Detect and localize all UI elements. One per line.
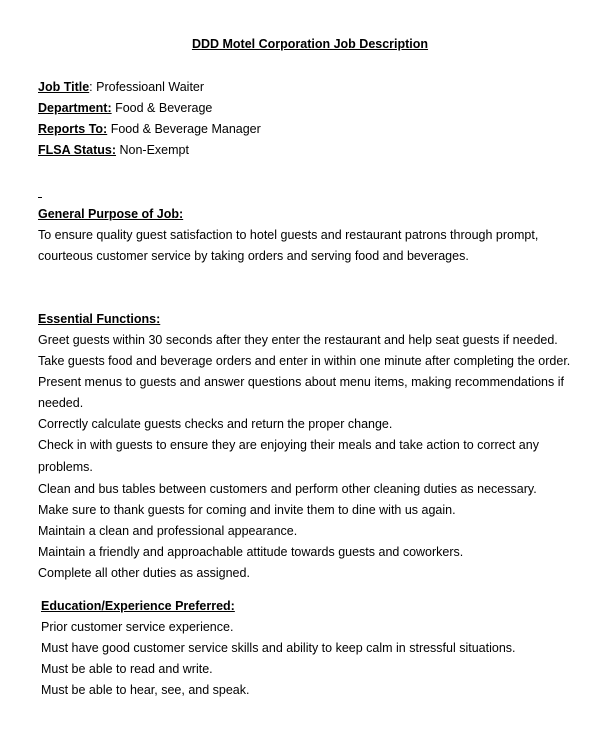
field-value: Food & Beverage Manager xyxy=(107,122,261,136)
field-label: Job Title xyxy=(38,80,90,94)
document-title: DDD Motel Corporation Job Description xyxy=(191,37,429,51)
essential-functions-heading: Essential Functions: xyxy=(38,312,161,326)
education-line: Must be able to hear, see, and speak. xyxy=(41,683,250,697)
essential-function-line: Check in with guests to ensure they are enjoying their meals and take action to correct any xyxy=(38,438,539,452)
field-job-title xyxy=(38,80,204,95)
general-purpose-line: courteous customer service by taking orders and serving food and beverages. xyxy=(38,249,469,263)
field-label: FLSA Status: xyxy=(38,143,117,157)
essential-function-line: problems. xyxy=(38,460,93,474)
stray-underline-mark xyxy=(38,197,42,198)
essential-function-line: Present menus to guests and answer questions about menu items, making recommendations if xyxy=(38,375,564,389)
essential-function-line: Correctly calculate guests checks and return the proper change. xyxy=(38,417,393,431)
education-line: Must have good customer service skills and ability to keep calm in stressful situations. xyxy=(41,641,516,655)
field-department xyxy=(38,101,212,116)
general-purpose-line: To ensure quality guest satisfaction to hotel guests and restaurant patrons through prompt, xyxy=(38,228,539,242)
field-flsa-status xyxy=(38,143,189,158)
field-value: Non-Exempt xyxy=(116,143,189,157)
general-purpose-heading: General Purpose of Job: xyxy=(38,207,184,221)
education-line: Must be able to read and write. xyxy=(41,662,213,676)
essential-function-line: Clean and bus tables between customers and perform other cleaning duties as necessary. xyxy=(38,482,537,496)
field-value: Food & Beverage xyxy=(111,101,213,115)
essential-function-line: Make sure to thank guests for coming and invite them to dine with us again. xyxy=(38,503,456,517)
essential-function-line: needed. xyxy=(38,396,84,410)
essential-function-line: Maintain a clean and professional appearance. xyxy=(38,524,298,538)
field-value: Professioanl Waiter xyxy=(92,80,205,94)
essential-function-line: Complete all other duties as assigned. xyxy=(38,566,250,580)
field-label: Reports To: xyxy=(38,122,108,136)
education-line: Prior customer service experience. xyxy=(41,620,234,634)
essential-function-line: Take guests food and beverage orders and enter in within one minute after completing the order. xyxy=(38,354,571,368)
education-heading: Education/Experience Preferred: xyxy=(41,599,235,613)
essential-function-line: Greet guests within 30 seconds after they enter the restaurant and help seat guests if needed. xyxy=(38,333,558,347)
field-reports-to xyxy=(38,122,261,137)
essential-function-line: Maintain a friendly and approachable attitude towards guests and coworkers. xyxy=(38,545,464,559)
field-separator: : xyxy=(89,80,93,94)
field-label: Department: xyxy=(38,101,112,115)
